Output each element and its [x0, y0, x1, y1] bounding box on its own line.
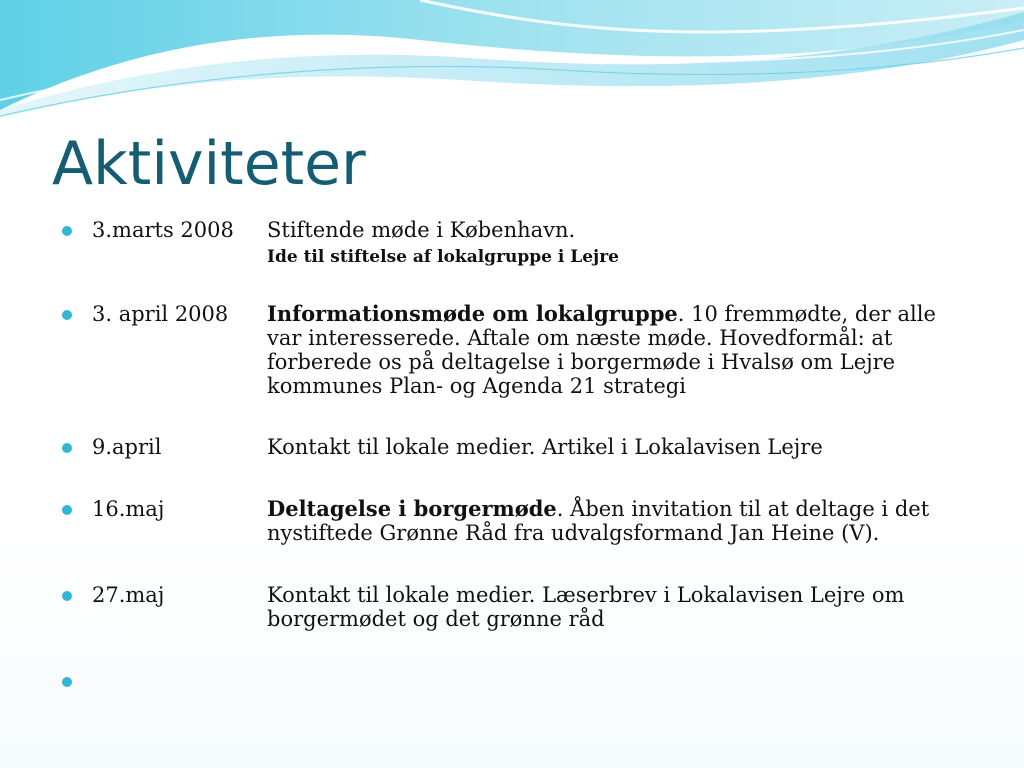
bullet-icon [62, 505, 72, 515]
item-date: 3. april 2008 [92, 302, 229, 326]
bullet-icon [62, 443, 72, 453]
list-item [62, 302, 982, 398]
activity-list [62, 218, 982, 693]
list-item [62, 497, 982, 545]
item-body [267, 218, 967, 272]
item-text: . Åben invitation til at deltage i det nystiftede Grønne Råd fra udvalgsformand Jan Heine (V). [267, 497, 930, 545]
item-date: 9.april [92, 435, 162, 459]
item-text: . 10 fremmødte, der alle var interesserede. Aftale om næste møde. Hovedformål: at forberede os på deltagelse i borgermøde i Hvalsø om Lejre kommunes Plan- og Agenda 21 strategi [267, 302, 936, 398]
item-subtext: Ide til stiftelse af lokalgruppe i Lejre [267, 247, 619, 267]
header-wave-decoration [0, 0, 1024, 130]
item-body [267, 435, 967, 459]
item-date: 16.maj [92, 497, 165, 521]
bullet-icon [62, 677, 72, 687]
item-text: Stiftende møde i København. [267, 218, 576, 242]
bullet-icon [62, 226, 72, 236]
item-date: 3.marts 2008 [92, 218, 234, 242]
slide-title: Aktiviteter [52, 129, 366, 199]
item-text: Kontakt til lokale medier. Læserbrev i Lokalavisen Lejre om borgermødet og det grønne råd [267, 583, 905, 631]
item-body [267, 302, 967, 398]
item-lead: Informationsmøde om lokalgruppe [267, 301, 678, 326]
list-item [62, 218, 982, 272]
item-body [267, 497, 967, 545]
bullet-icon [62, 591, 72, 601]
list-item-empty [62, 669, 982, 693]
item-body [267, 583, 967, 631]
item-date: 27.maj [92, 583, 165, 607]
list-item [62, 583, 982, 631]
list-item [62, 435, 982, 459]
item-text: Kontakt til lokale medier. Artikel i Lokalavisen Lejre [267, 435, 823, 459]
bullet-icon [62, 310, 72, 320]
item-lead: Deltagelse i borgermøde [267, 496, 557, 521]
